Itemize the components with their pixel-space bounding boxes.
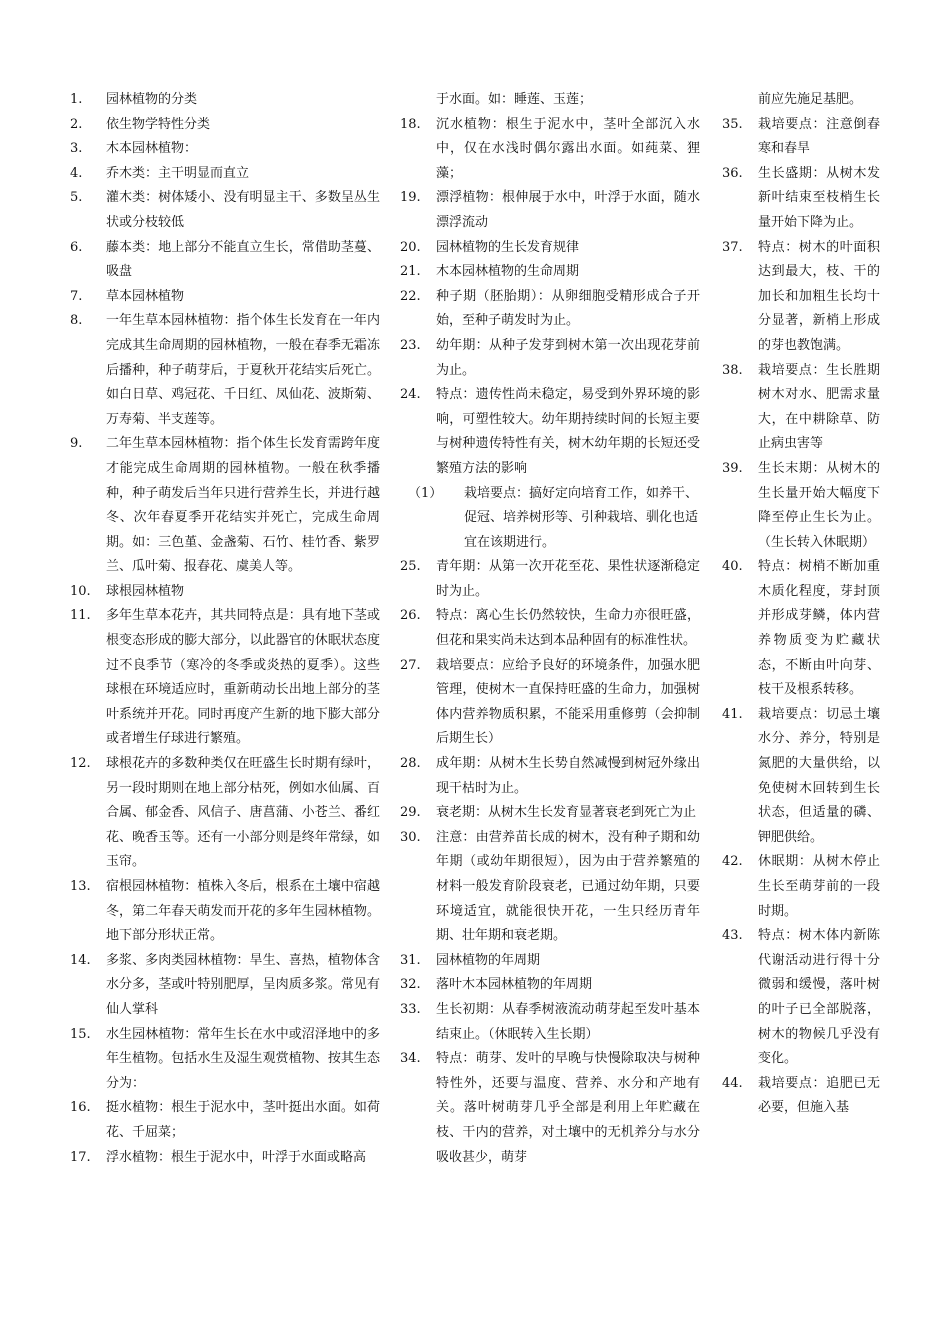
list-item (70, 875, 380, 949)
item-number: 40. (722, 559, 743, 575)
list-item (722, 703, 880, 851)
item-number: 36. (722, 165, 743, 181)
list-item (400, 285, 700, 334)
item-text: 栽培要点：应给予良好的环境条件，加强水肥管理，使树木一直保持旺盛的生命力，加强树体内营养物质积累，不能采用重修剪（会抑制后期生长） (436, 657, 700, 747)
item-text: 特点：树梢不断加重木质化程度，芽封顶并形成芽鳞，体内营养物质变为贮藏状态，不断由叶向芽、枝干及根系转移。 (758, 559, 880, 698)
item-text: 生长初期：从春季树液流动萌芽起至发叶基本结束止。（休眠转入生长期） (436, 1001, 700, 1042)
list-item (400, 260, 700, 285)
list-item (400, 654, 700, 752)
column-3 (722, 88, 880, 1121)
item-number: 10. (70, 583, 91, 599)
item-number: 29. (400, 805, 421, 821)
column-2 (400, 88, 700, 1170)
list-item (70, 309, 380, 432)
item-text: 多年生草本花卉，其共同特点是：具有地下茎或根变态形成的膨大部分，以此器官的休眠状态度过不良季节（寒冷的冬季或炎热的夏季）。这些球根在环境适应时，重新萌动长出地上部分的茎叶系统并开花。同时再度产生新的地下膨大部分或者增生仔球进行繁殖。 (106, 608, 380, 747)
item-number: 12. (70, 756, 91, 772)
list-item (722, 1072, 880, 1121)
item-number: 34. (400, 1051, 421, 1067)
list-item (722, 924, 880, 1072)
list-item (722, 555, 880, 703)
item-text: 栽培要点：注意倒春寒和春旱 (758, 116, 880, 157)
item-number: 25. (400, 559, 421, 575)
item-number: 23. (400, 337, 421, 353)
item-text: 衰老期：从树木生长发育显著衰老到死亡为止 (436, 805, 697, 821)
item-number: 24. (400, 387, 421, 403)
continued-text: 于水面。如：睡莲、玉莲； (436, 92, 593, 107)
item-text: 木本园林植物： (106, 141, 198, 157)
list-item (722, 850, 880, 924)
sub-list-item (400, 482, 700, 556)
list-item (70, 604, 380, 752)
item-text: 栽培要点：生长胜期树木对水、肥需求量大，在中耕除草、防止病虫害等 (758, 362, 880, 452)
item-number: 15. (70, 1026, 91, 1042)
item-number: 32. (400, 977, 421, 993)
item-text: 园林植物的年周期 (436, 952, 541, 968)
list-item (70, 88, 380, 113)
list-item (70, 236, 380, 285)
continued-text: 前应先施足基肥。 (758, 92, 863, 107)
item-number: 35. (722, 116, 743, 132)
item-text: 特点：树木体内新陈代谢活动进行得十分微弱和缓慢，落叶树的叶子已全部脱落，树木的物候几乎没有变化。 (758, 928, 880, 1067)
list-item (70, 752, 380, 875)
item-number: 42. (722, 854, 743, 870)
item-number: 31. (400, 952, 421, 968)
list-item (400, 186, 700, 235)
list-item (70, 580, 380, 605)
list-item (400, 949, 700, 974)
item-number: 44. (722, 1075, 743, 1091)
item-number: 5. (70, 190, 83, 206)
item-number: 16. (70, 1100, 91, 1116)
item-text: 栽培要点：追肥已无必要，但施入基 (758, 1075, 880, 1116)
item-number: 4. (70, 165, 83, 181)
list-item (70, 137, 380, 162)
item-text: 漂浮植物：根伸展于水中，叶浮于水面，随水漂浮流动 (436, 190, 700, 230)
item-text: 藤本类：地上部分不能直立生长，常借助茎蔓、吸盘 (106, 239, 380, 280)
list-item (70, 1023, 380, 1097)
list-item (400, 555, 700, 604)
list-item (400, 236, 700, 261)
item-number: 1. (70, 92, 83, 107)
item-number: 19. (400, 190, 421, 206)
list-item (70, 113, 380, 138)
list-item (70, 1146, 380, 1171)
list-item (70, 285, 380, 310)
item-number: 33. (400, 1001, 421, 1017)
item-number: 6. (70, 239, 83, 255)
list-item (70, 949, 380, 1023)
item-text: 休眠期：从树木停止生长至萌芽前的一段时期。 (758, 854, 880, 919)
list-item (70, 1096, 380, 1145)
item-text: 木本园林植物的生命周期 (436, 264, 580, 280)
item-number: 28. (400, 756, 421, 772)
item-text: 成年期：从树木生长势自然减慢到树冠外缘出现干枯时为止。 (436, 756, 700, 796)
item-text: 特点：遗传性尚未稳定，易受到外界环境的影响，可塑性较大。幼年期持续时间的长短主要与树种遗传特性有关，树木幼年期的长短还受繁殖方法的影响 (436, 387, 700, 476)
item-text: 园林植物的分类 (106, 92, 198, 107)
item-number: 3. (70, 141, 83, 157)
item-text: 乔木类：主干明显而直立 (106, 165, 250, 181)
list-item (400, 113, 700, 187)
item-number: 17. (70, 1149, 91, 1165)
item-number: 11. (70, 608, 91, 624)
item-text: 落叶木本园林植物的年周期 (436, 977, 593, 993)
list-item (70, 186, 380, 235)
item-text: 生长盛期：从树木发新叶结束至枝梢生长量开始下降为止。 (758, 165, 880, 230)
item-number: 21. (400, 264, 421, 280)
item-number: 9. (70, 436, 83, 452)
list-item (70, 162, 380, 187)
list-item (400, 604, 700, 653)
item-text: 球根花卉的多数种类仅在旺盛生长时期有绿叶，另一段时期则在地上部分枯死，例如水仙属、百合属、郁金香、风信子、唐菖蒲、小苍兰、番红花、晚香玉等。还有一小部分则是终年常绿，如玉帘。 (106, 756, 380, 870)
list-item (722, 236, 880, 359)
item-text: 浮水植物：根生于泥水中，叶浮于水面或略高 (106, 1149, 367, 1165)
list-item (722, 113, 880, 162)
item-text: 灌木类：树体矮小、没有明显主干、多数呈丛生状或分枝较低 (106, 190, 380, 230)
list-item (722, 457, 880, 555)
item-text: 依生物学特性分类 (106, 116, 211, 132)
item-number: 2. (70, 116, 83, 132)
item-number: 38. (722, 362, 743, 378)
item-text: 生长末期：从树木的生长量开始大幅度下降至停止生长为止。（生长转入休眠期） (758, 460, 880, 550)
list-item (400, 1047, 700, 1170)
item-text: 特点：离心生长仍然较快，生命力亦很旺盛，但花和果实尚未达到本品种固有的标准性状。 (436, 608, 700, 649)
item-text: 园林植物的生长发育规律 (436, 239, 580, 255)
item-text: 栽培要点：搞好定向培育工作，如养干、促冠、培养树形等、引种栽培、驯化也适宜在该期进行。 (464, 485, 699, 550)
item-text: 沉水植物：根生于泥水中，茎叶全部沉入水中，仅在水浅时偶尔露出水面。如莼菜、狸藻； (436, 116, 700, 181)
item-text: 一年生草本园林植物：指个体生长发育在一年内完成其生命周期的园林植物，一般在春季无霜冻后播种，种子萌芽后，于夏秋开花结实后死亡。如白日草、鸡冠花、千日红、凤仙花、波斯菊、万寿菊、半支莲等。 (106, 313, 380, 427)
item-text: 栽培要点：切忌土壤水分、养分，特别是氮肥的大量供给，以免使树木回转到生长状态，但适量的磷、钾肥供给。 (758, 706, 880, 845)
item-number: 22. (400, 288, 421, 304)
list-item (722, 359, 880, 457)
item-text: 草本园林植物 (106, 288, 185, 304)
item-text: 特点：萌芽、发叶的早晚与快慢除取决与树种特性外，还要与温度、营养、水分和产地有关。落叶树萌芽几乎全部是利用上年贮藏在枝、干内的营养，对土壤中的无机养分与水分吸收甚少，萌芽 (436, 1051, 700, 1165)
item-number: 43. (722, 928, 743, 944)
item-number: 37. (722, 239, 743, 255)
item-number: 14. (70, 952, 91, 968)
item-number: （1） (408, 485, 443, 501)
item-number: 39. (722, 460, 743, 476)
item-number: 18. (400, 116, 421, 132)
item-text: 挺水植物：根生于泥水中，茎叶挺出水面。如荷花、千屈菜； (106, 1100, 380, 1140)
item-number: 8. (70, 313, 83, 329)
item-number: 26. (400, 608, 421, 624)
item-number: 7. (70, 288, 83, 304)
item-text: 幼年期：从种子发芽到树木第一次出现花芽前为止。 (436, 337, 700, 378)
list-item (400, 998, 700, 1047)
list-item (400, 826, 700, 949)
item-number: 41. (722, 706, 743, 722)
item-text: 注意：由营养苗长成的树木，没有种子期和幼年期（或幼年期很短），因为由于营养繁殖的材料一般发育阶段衰老，已通过幼年期，只要环境适宜，就能很快开花，一生只经历青年期、壮年期和衰老期。 (436, 829, 700, 944)
item-text: 特点：树木的叶面积达到最大，枝、干的加长和加粗生长均十分显著，新梢上形成的芽也教饱满。 (758, 239, 880, 353)
item-text: 种子期（胚胎期）：从卵细胞受精形成合子开始，至种子萌发时为止。 (436, 288, 700, 329)
item-text: 水生园林植物：常年生长在水中或沼泽地中的多年生植物。包括水生及湿生观赏植物、按其生态分为： (106, 1026, 380, 1091)
list-item (722, 162, 880, 236)
list-item (400, 752, 700, 801)
item-number: 30. (400, 829, 421, 845)
item-text: 青年期：从第一次开花至花、果性状逐渐稳定时为止。 (436, 559, 700, 599)
item-text: 球根园林植物 (106, 583, 185, 599)
item-number: 27. (400, 657, 421, 673)
column-1 (70, 88, 380, 1170)
list-item (400, 801, 700, 826)
item-text: 多浆、多肉类园林植物：旱生、喜热，植物体含水分多，茎或叶特别肥厚，呈肉质多浆。常见有仙人掌科 (106, 952, 380, 1017)
list-item (400, 973, 700, 998)
item-number: 13. (70, 879, 91, 894)
item-number: 20. (400, 239, 421, 255)
item-text: 二年生草本园林植物：指个体生长发育需跨年度才能完成生命周期的园林植物。一般在秋季播种，种子萌发后当年只进行营养生长，并进行越冬、次年春夏季开花结实并死亡，完成生命周期。如：三色堇、金盏菊、石竹、桂竹香、紫罗兰、瓜叶菊、报春花、虞美人等。 (106, 436, 380, 575)
list-item (400, 334, 700, 383)
item-text: 宿根园林植物：植株入冬后，根系在土壤中宿越冬，第二年春天萌发而开花的多年生园林植物。地下部分形状正常。 (106, 879, 380, 944)
list-item (70, 432, 380, 580)
list-item (400, 383, 700, 481)
